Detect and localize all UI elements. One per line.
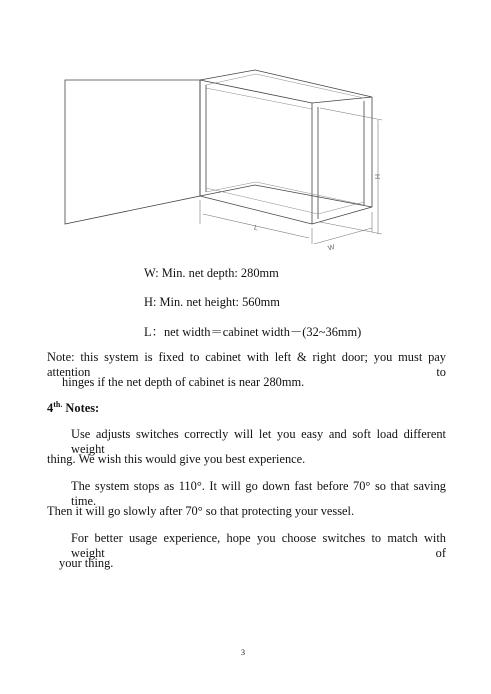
paragraph-2-line-1: The system stops as 110°. It will go down fast before 70° so that saving time. (71, 479, 446, 508)
length-dimension-label: L (253, 224, 259, 233)
cabinet-diagram (0, 0, 491, 260)
paragraph-2-line-2: Then it will go slowly after 70° so that protecting your vessel. (47, 504, 355, 518)
cabinet-door (65, 80, 200, 224)
spec-depth: W: Min. net depth: 280mm (144, 266, 279, 280)
paragraph-3-line-1: For better usage experience, hope you choose switches to match with weight of (71, 531, 446, 560)
section-ordinal: th. (53, 400, 63, 409)
section-heading (47, 400, 99, 416)
spec-height: H: Min. net height: 560mm (144, 295, 280, 309)
page-number: 3 (241, 648, 245, 657)
width-dimension-label: W (327, 243, 336, 253)
note-line-2: hinges if the net depth of cabinet is near 280mm. (62, 375, 305, 389)
height-dimension-label: H (373, 174, 380, 180)
paragraph-1-line-2: thing. We wish this would give you best experience. (47, 452, 306, 466)
section-title: Notes: (62, 401, 100, 416)
spec-net-width: L：net width＝cabinet width－(32~36mm) (144, 325, 362, 339)
section-number: 4 (47, 401, 54, 416)
cabinet-bottom (200, 185, 372, 224)
paragraph-1-line-1: Use adjusts switches correctly will let you easy and soft load different weight (71, 427, 446, 456)
note-line-1: Note: this system is fixed to cabinet with left & right door; you must pay attention to (47, 350, 446, 379)
paragraph-3-line-2: your thing. (59, 556, 114, 570)
cabinet-top (200, 70, 372, 103)
